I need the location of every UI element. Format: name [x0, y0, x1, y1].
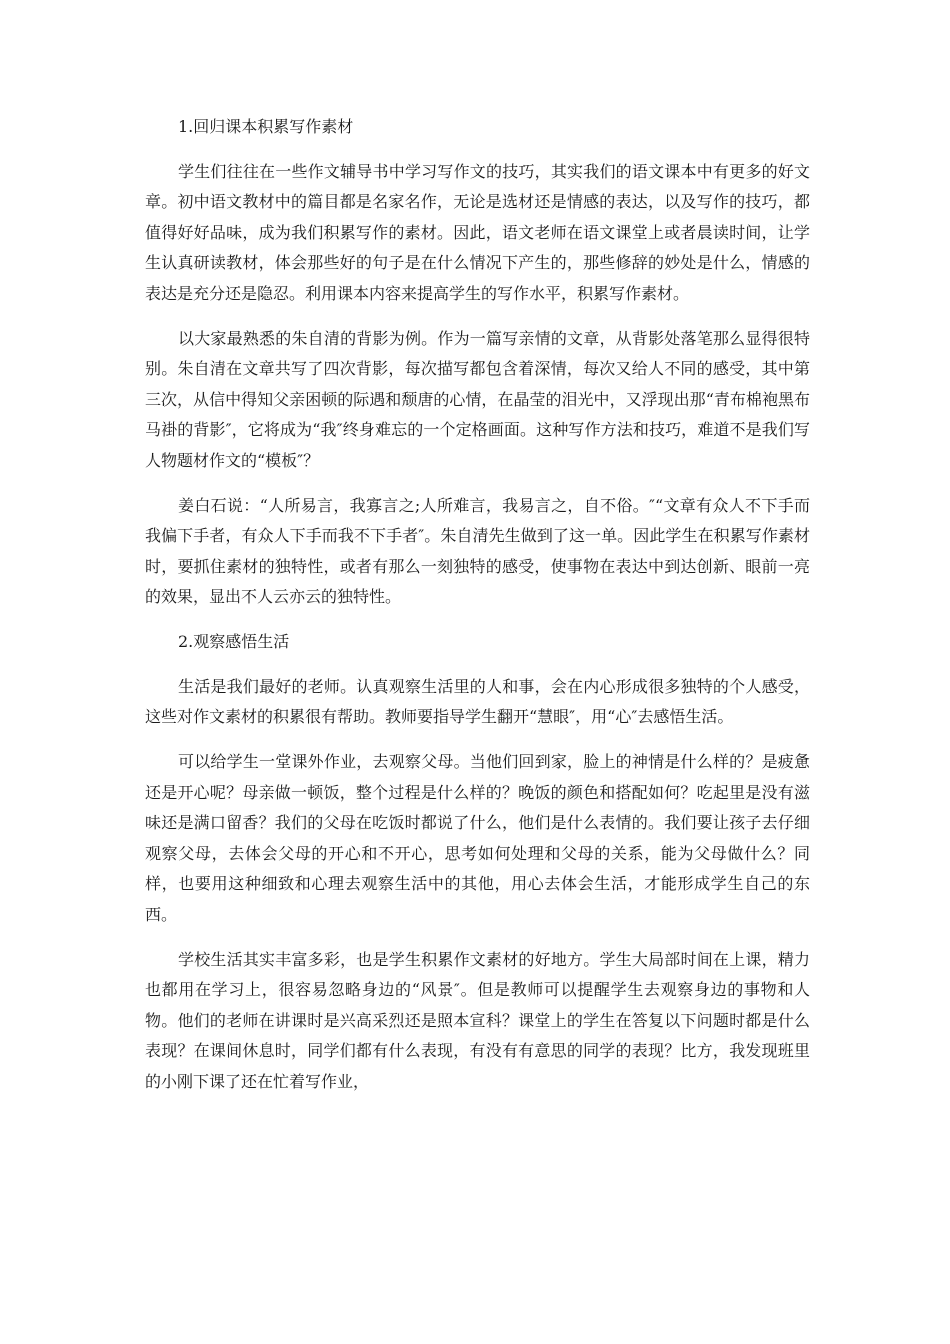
document-page — [145, 112, 810, 1097]
section-2-paragraph-1: 生活是我们最好的老师。认真观察生活里的人和事，会在内心形成很多独特的个人感受，这些对作文素材的积累很有帮助。教师要指导学生翻开“慧眼″，用“心″去感悟生活。 — [145, 676, 810, 726]
section-2-heading: 2.观察感悟生活 — [178, 632, 290, 651]
section-1-paragraph-1: 学生们往往在一些作文辅导书中学习写作文的技巧，其实我们的语文课本中有更多的好文章。初中语文教材中的篇目都是名家名作，无论是选材还是情感的表达，以及写作的技巧，都值得好好品味，成为我们积累写作的素材。因此，语文老师在语文课堂上或者晨读时间，让学生认真研读教材，体会那些好的句子是在什么情况下产生的，那些修辞的妙处是什么，情感的表达是充分还是隐忍。利用课本内容来提高学生的写作水平，积累写作素材。 — [145, 161, 810, 303]
section-1-heading: 1.回归课本积累写作素材 — [178, 117, 354, 136]
section-2-paragraph-3: 学校生活其实丰富多彩，也是学生积累作文素材的好地方。学生大局部时间在上课，精力也都用在学习上，很容易忽略身边的“风景″。但是教师可以提醒学生去观察身边的事物和人物。他们的老师在讲课时是兴高采烈还是照本宣科？课堂上的学生在答复以下问题时都是什么表现？在课间休息时，同学们都有什么表现，有没有有意思的同学的表现？比方，我发现班里的小刚下课了还在忙着写作业， — [145, 949, 810, 1091]
section-1-paragraph-3: 姜白石说：“人所易言，我寡言之;人所难言，我易言之，自不俗。″“文章有众人不下手而我偏下手者，有众人下手而我不下手者″。朱自清先生做到了这一单。因此学生在积累写作素材时，要抓住素材的独特性，或者有那么一刻独特的感受，使事物在表达中到达创新、眼前一亮的效果，显出不人云亦云的独特性。 — [145, 495, 810, 606]
section-1-paragraph-2: 以大家最熟悉的朱自清的背影为例。作为一篇写亲情的文章，从背影处落笔那么显得很特别。朱自清在文章共写了四次背影，每次描写都包含着深情，每次又给人不同的感受，其中第三次，从信中得知父亲困顿的际遇和颓唐的心情，在晶莹的泪光中，又浮现出那“青布棉袍黑布马褂的背影″，它将成为“我″终身难忘的一个定格画面。这种写作方法和技巧，难道不是我们写人物题材作文的“模板″？ — [145, 328, 810, 470]
section-2-paragraph-2: 可以给学生一堂课外作业，去观察父母。当他们回到家，脸上的神情是什么样的？是疲惫还是开心呢？母亲做一顿饭，整个过程是什么样的？晚饭的颜色和搭配如何？吃起里是没有滋味还是满口留香？我们的父母在吃饭时都说了什么，他们是什么表情的。我们要让孩子去仔细观察父母，去体会父母的开心和不开心，思考如何处理和父母的关系，能为父母做什么？同样，也要用这种细致和心理去观察生活中的其他，用心去体会生活，才能形成学生自己的东西。 — [145, 752, 810, 924]
